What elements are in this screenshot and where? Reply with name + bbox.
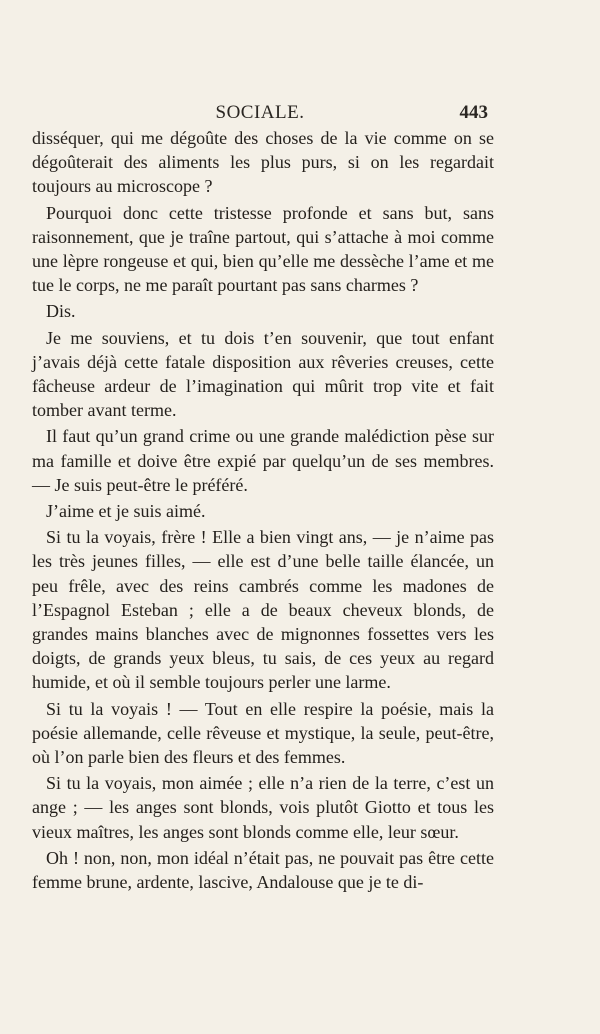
paragraph: Si tu la voyais ! — Tout en elle respire la poésie, mais la poésie allemande, celle rêveuse et mystique, la seule, peut-être, où l’on parle bien des fleurs et des femmes. (32, 698, 494, 768)
page-number: 443 (459, 102, 488, 123)
paragraph: Il faut qu’un grand crime ou une grande malédiction pèse sur ma famille et doive être expié par quelqu’un de ses membres. — Je suis peut-être le préféré. (32, 426, 494, 495)
paragraph: Dis. (46, 301, 76, 322)
paragraph: Si tu la voyais, frère ! Elle a bien vingt ans, — je n’aime pas les très jeunes filles, — elle est d’une belle taille élancée, un peu frêle, avec des reins cambrés comme les madones de l’Espagnol Esteban ; elle a de beaux cheveux blonds, de grandes mains blanches avec de mignonnes fossettes vers les doigts, de grands yeux bleus, tu sais, de ces yeux au regard humide, et où il semble toujours perler une larme. (32, 527, 494, 693)
running-title: SOCIALE. (215, 102, 305, 123)
paragraph-continuation: disséquer, qui me dégoûte des choses de la vie comme on se dégoûterait des aliments les plus purs, si on les regardait toujours au microscope ? (32, 128, 494, 197)
paragraph: Je me souviens, et tu dois t’en souvenir, que tout enfant j’avais déjà cette fatale disposition aux rêveries creuses, cette fâcheuse ardeur de l’imagination qui mûrit trop vite et fait tomber avant terme. (32, 327, 494, 421)
body-text (32, 126, 494, 894)
paragraph: J’aime et je suis aimé. (46, 501, 206, 522)
paragraph: Oh ! non, non, mon idéal n’était pas, ne pouvait pas être cette femme brune, ardente, lascive, Andalouse que je te di- (32, 847, 494, 893)
page-header (32, 102, 488, 128)
paragraph: Si tu la voyais, mon aimée ; elle n’a rien de la terre, c’est un ange ; — les anges sont blonds, vois plutôt Giotto et tous les vieux maîtres, les anges sont blonds comme elle, leur sœur. (32, 773, 494, 842)
paragraph: Pourquoi donc cette tristesse profonde et sans but, sans raisonnement, que je traîne partout, qui s’attache à moi comme une lèpre rongeuse et qui, bien qu’elle me dessèche l’ame et me tue le corps, ne me paraît pourtant pas sans charmes ? (32, 202, 494, 296)
